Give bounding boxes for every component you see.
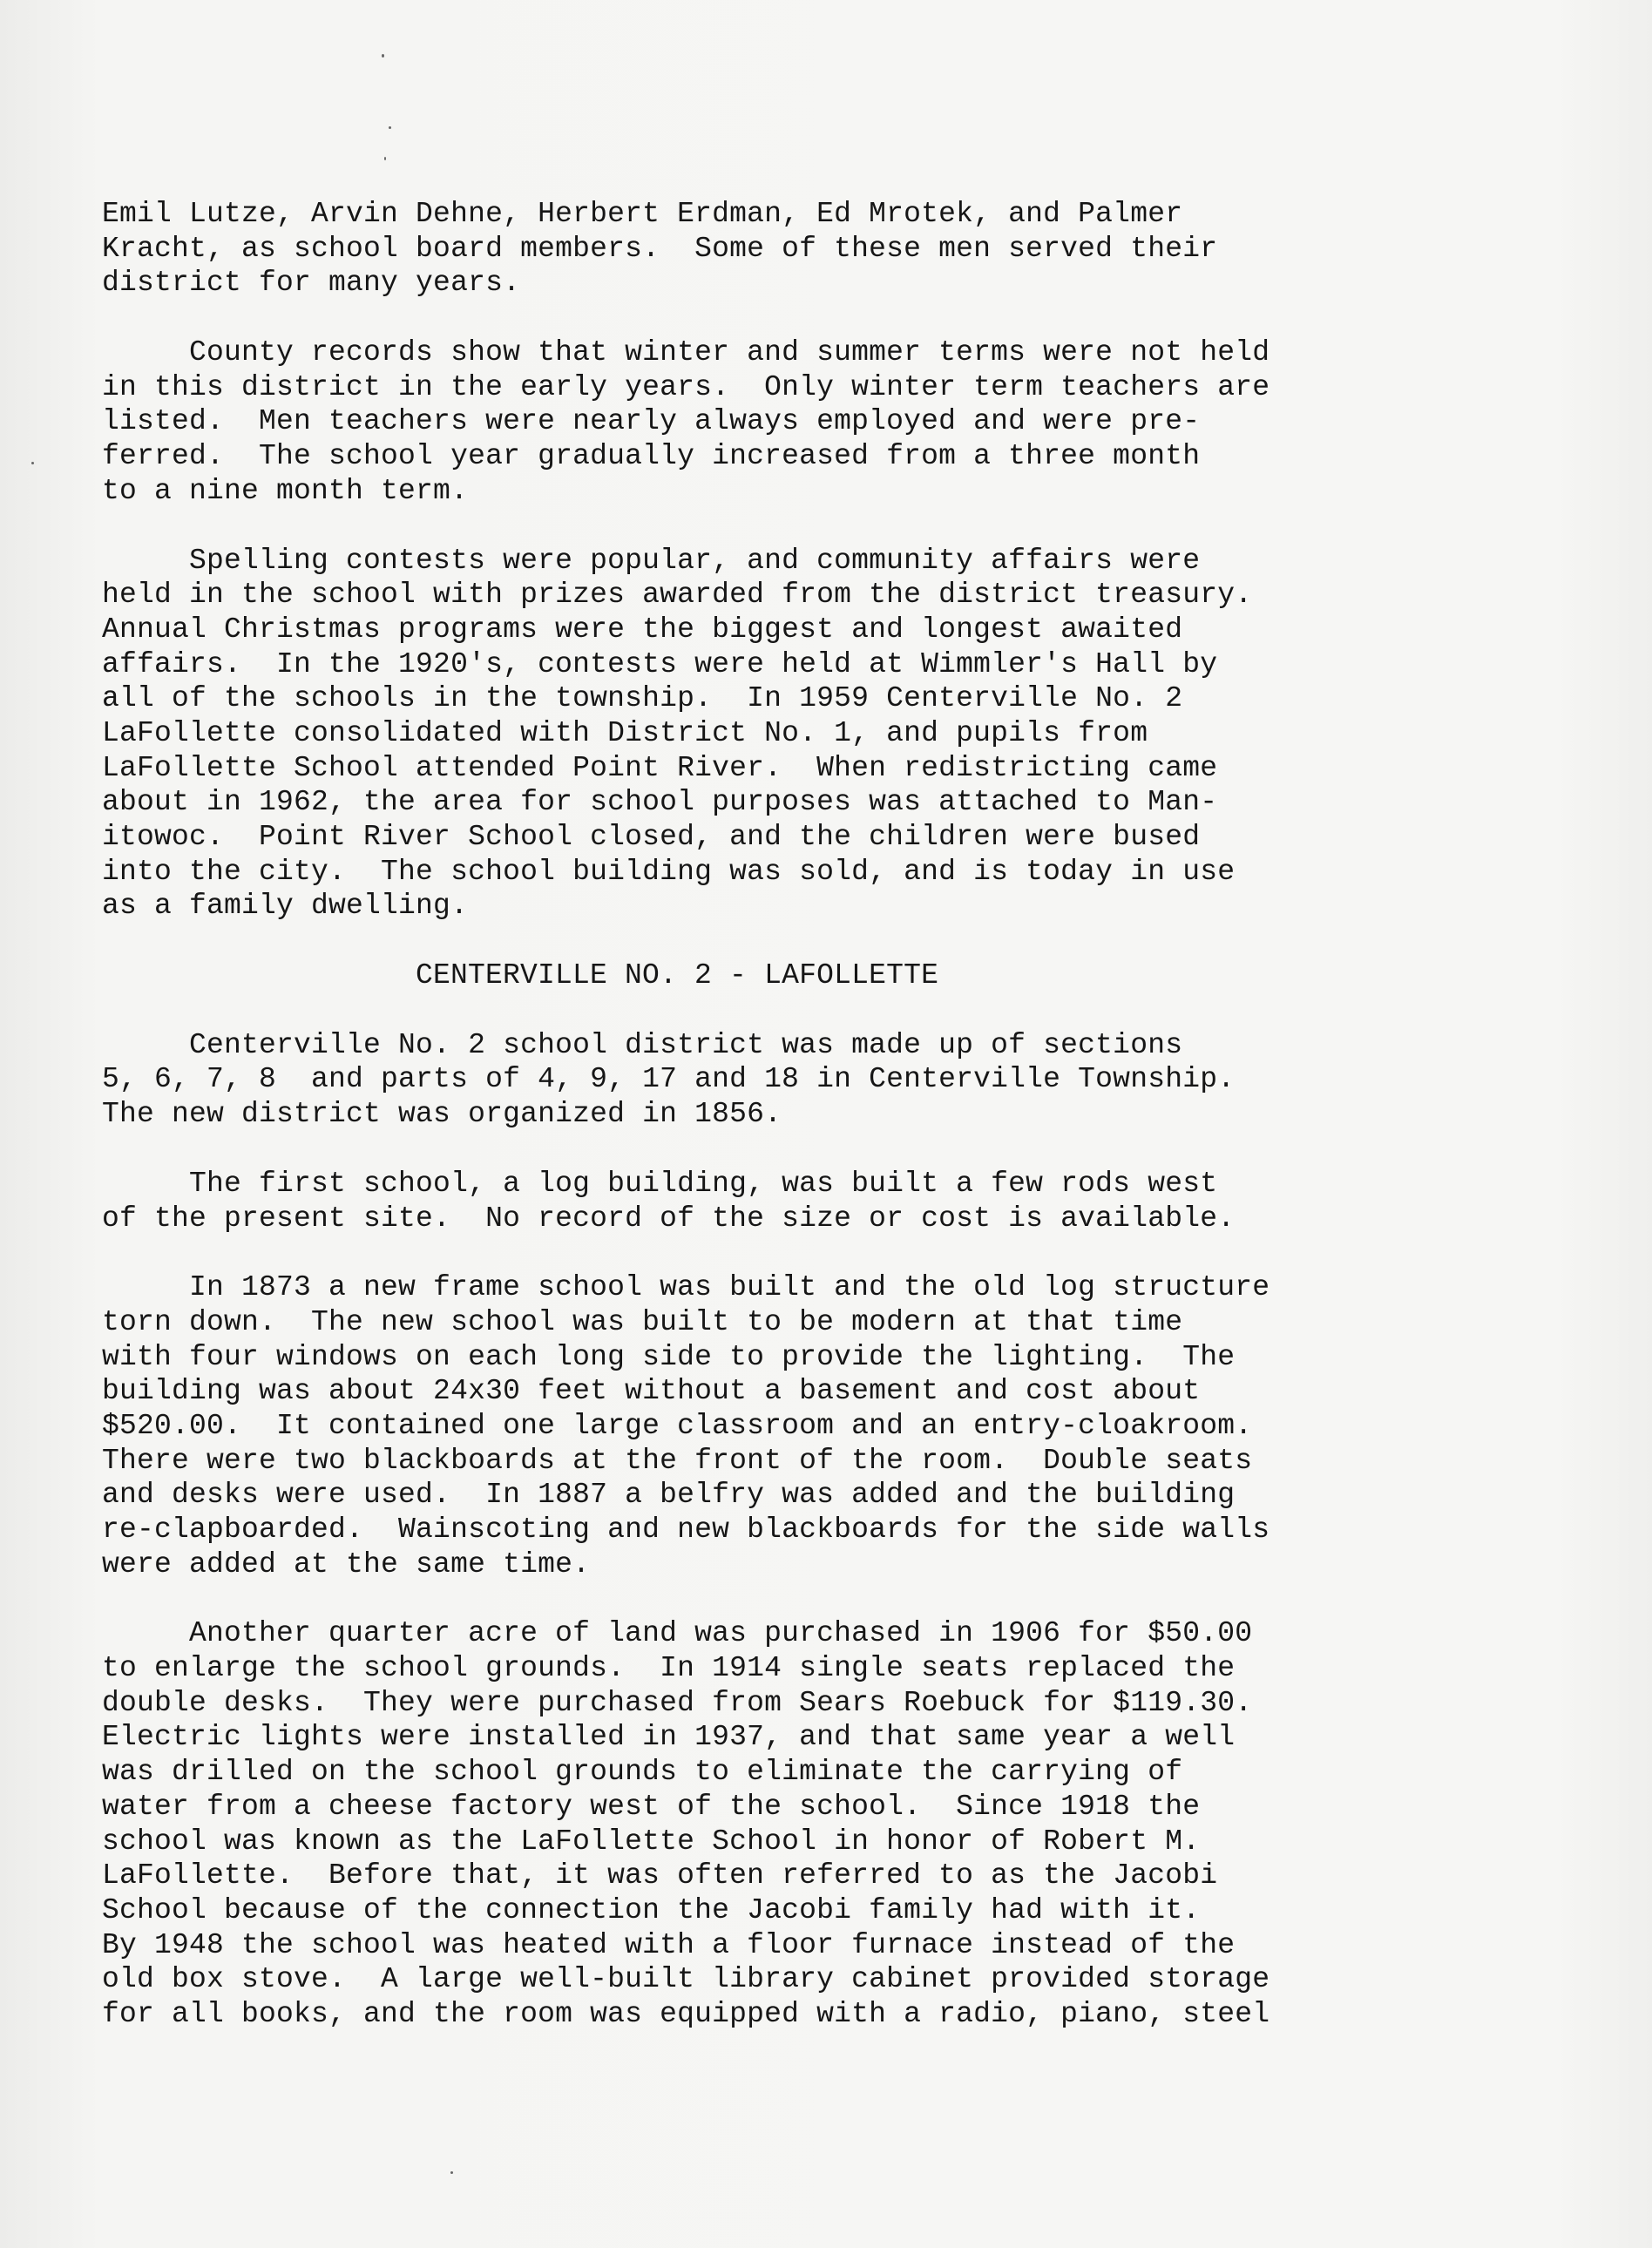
paragraph-gap	[102, 1581, 1513, 1616]
text-line: The first school, a log building, was built a few rods west	[102, 1167, 1218, 1200]
text-line: were added at the same time.	[102, 1547, 591, 1581]
text-line: re-clapboarded. Wainscoting and new blackboards for the side walls	[102, 1513, 1270, 1546]
text-line: 5, 6, 7, 8 and parts of 4, 9, 17 and 18 in Centerville Township.	[102, 1063, 1236, 1096]
text-line: torn down. The new school was built to be modern at that time	[102, 1305, 1183, 1338]
text-line: district for many years.	[102, 267, 521, 300]
paragraph-district	[102, 1028, 1513, 1132]
text-line: water from a cheese factory west of the school. Since 1918 the	[102, 1790, 1201, 1823]
text-line: building was about 24x30 feet without a basement and cost about	[102, 1375, 1201, 1408]
paragraph-gap	[102, 1236, 1513, 1270]
text-line: By 1948 the school was heated with a floor furnace instead of the	[102, 1928, 1236, 1961]
paragraph-first-school	[102, 1167, 1513, 1236]
paragraph-gap	[102, 509, 1513, 544]
text-line: Another quarter acre of land was purchased in 1906 for $50.00	[102, 1617, 1253, 1650]
scan-speck	[450, 2171, 453, 2174]
scan-speck	[31, 462, 34, 464]
text-line: of the present site. No record of the size or cost is available.	[102, 1202, 1236, 1235]
text-line: Annual Christmas programs were the biggest and longest awaited	[102, 613, 1183, 646]
text-line: County records show that winter and summer terms were not held	[102, 336, 1270, 369]
text-line: $520.00. It contained one large classroom and an entry-cloakroom.	[102, 1409, 1253, 1442]
paragraph-gap	[102, 1132, 1513, 1167]
text-line: to a nine month term.	[102, 474, 469, 507]
text-line: old box stove. A large well-built library cabinet provided storage	[102, 1963, 1270, 1996]
paragraph-frame-school	[102, 1270, 1513, 1581]
text-line: itowoc. Point River School closed, and the children were bused	[102, 821, 1201, 853]
paragraph-gap	[102, 924, 1513, 958]
text-line: school was known as the LaFollette School in honor of Robert M.	[102, 1825, 1201, 1858]
document-body	[102, 197, 1513, 2032]
text-line: Emil Lutze, Arvin Dehne, Herbert Erdman, Ed Mrotek, and Palmer	[102, 198, 1183, 230]
text-line: There were two blackboards at the front of the room. Double seats	[102, 1444, 1253, 1477]
text-line: was drilled on the school grounds to eliminate the carrying of	[102, 1756, 1183, 1789]
text-line: all of the schools in the township. In 1959 Centerville No. 2	[102, 682, 1183, 715]
text-line: In 1873 a new frame school was built and the old log structure	[102, 1271, 1270, 1304]
text-line: as a family dwelling.	[102, 890, 469, 923]
text-line: listed. Men teachers were nearly always employed and were pre-	[102, 405, 1201, 438]
text-line: and desks were used. In 1887 a belfry was added and the building	[102, 1479, 1236, 1512]
scan-speck	[384, 157, 386, 160]
text-line: School because of the connection the Jacobi family had with it.	[102, 1893, 1201, 1926]
text-line: to enlarge the school grounds. In 1914 single seats replaced the	[102, 1652, 1236, 1685]
text-line: in this district in the early years. Only winter term teachers are	[102, 370, 1270, 403]
text-line: Spelling contests were popular, and community affairs were	[102, 544, 1201, 577]
scan-speck	[389, 126, 391, 129]
text-line: Electric lights were installed in 1937, and that same year a well	[102, 1721, 1236, 1754]
paragraph-board-members	[102, 197, 1513, 301]
text-line: Centerville No. 2 school district was made up of sections	[102, 1028, 1183, 1061]
text-line: The new district was organized in 1856.	[102, 1098, 782, 1131]
text-line: LaFollette. Before that, it was often referred to as the Jacobi	[102, 1859, 1218, 1893]
paragraph-terms	[102, 335, 1513, 508]
text-line: LaFollette consolidated with District No. 1, and pupils from	[102, 716, 1148, 749]
paragraph-grounds	[102, 1616, 1513, 2031]
scan-speck	[382, 54, 384, 58]
text-line: double desks. They were purchased from Sears Roebuck for $119.30.	[102, 1686, 1253, 1719]
text-line: affairs. In the 1920's, contests were held at Wimmler's Hall by	[102, 647, 1218, 680]
paragraph-contests	[102, 544, 1513, 924]
section-heading: CENTERVILLE NO. 2 - LAFOLLETTE	[416, 959, 939, 992]
paragraph-gap	[102, 993, 1513, 1028]
paragraph-gap	[102, 301, 1513, 335]
text-line: ferred. The school year gradually increased from a three month	[102, 440, 1201, 473]
text-line: held in the school with prizes awarded from the district treasury.	[102, 579, 1253, 612]
text-line: LaFollette School attended Point River. When redistricting came	[102, 751, 1218, 784]
text-line: with four windows on each long side to provide the lighting. The	[102, 1340, 1236, 1373]
text-line: into the city. The school building was sold, and is today in use	[102, 855, 1236, 888]
text-line: Kracht, as school board members. Some of these men served their	[102, 232, 1218, 265]
text-line: about in 1962, the area for school purposes was attached to Man-	[102, 786, 1218, 819]
text-line: for all books, and the room was equipped with a radio, piano, steel	[102, 1997, 1270, 2030]
